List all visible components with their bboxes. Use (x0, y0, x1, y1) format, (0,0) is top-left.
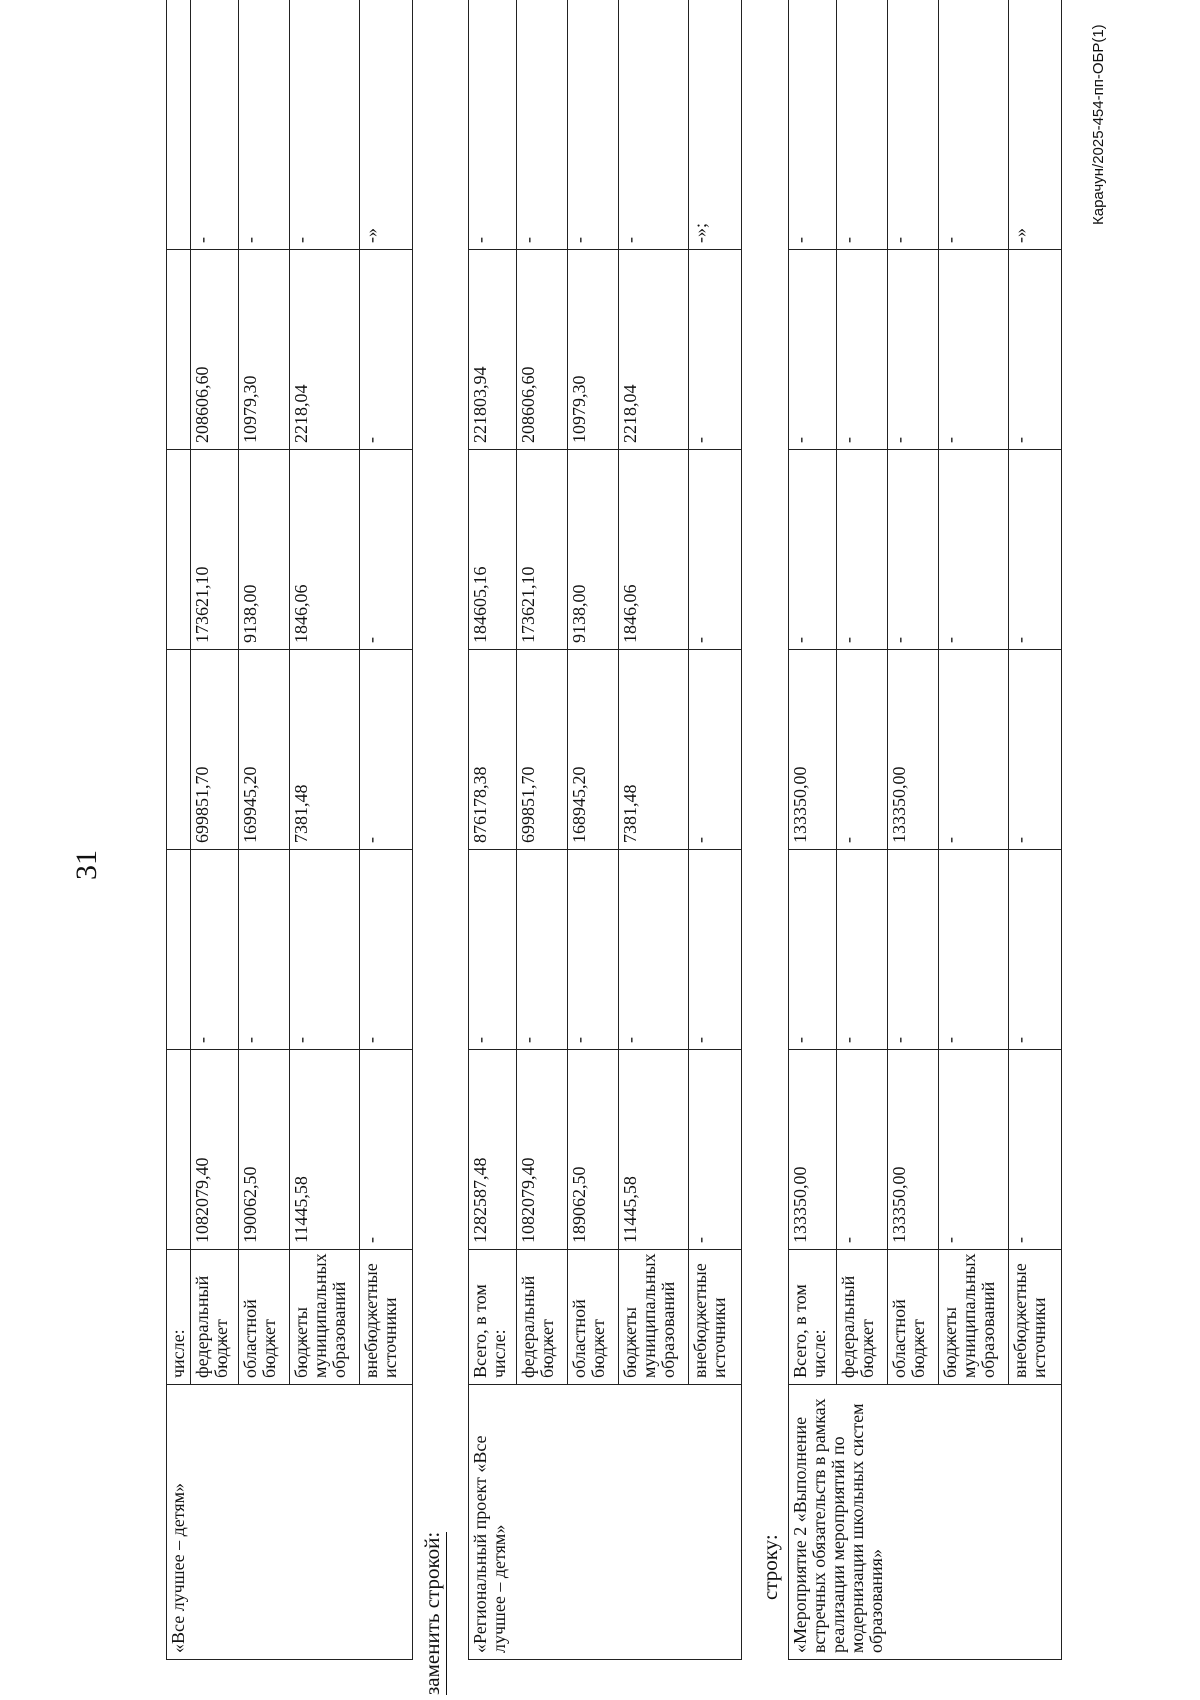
value-cell: - (689, 250, 742, 450)
value-cell: - (360, 1050, 413, 1250)
value-cell: - (888, 250, 939, 450)
value-cell: 169945,20 (239, 650, 290, 850)
value-cell: 173621,10 (191, 450, 239, 650)
value-cell: 133350,00 (888, 1050, 939, 1250)
value-cell: - (939, 1050, 1009, 1250)
value-cell (167, 0, 191, 250)
value-cell: - (888, 450, 939, 650)
value-cell: - (619, 0, 689, 250)
value-cell: 9138,00 (239, 450, 290, 650)
source-cell: внебюджетные источники (360, 1250, 413, 1385)
value-cell: - (789, 0, 837, 250)
value-cell: 876178,38 (469, 650, 517, 850)
source-cell: федеральный бюджет (517, 1250, 568, 1385)
value-cell: - (517, 850, 568, 1050)
value-cell: - (837, 250, 888, 450)
source-cell: областной бюджет (888, 1250, 939, 1385)
value-cell: - (837, 0, 888, 250)
source-cell: бюджеты муниципальных образований (939, 1250, 1009, 1385)
value-cell: -» (360, 0, 413, 250)
value-cell: 133350,00 (888, 650, 939, 850)
value-cell: 11445,58 (290, 1050, 360, 1250)
source-cell: внебюджетные источники (689, 1250, 742, 1385)
value-cell: - (239, 850, 290, 1050)
value-cell: - (888, 850, 939, 1050)
value-cell: 2218,04 (619, 250, 689, 450)
value-cell: - (469, 0, 517, 250)
value-cell: - (1009, 250, 1062, 450)
value-cell: 11445,58 (619, 1050, 689, 1250)
source-cell: числе: (167, 1250, 191, 1385)
value-cell: - (290, 0, 360, 250)
value-cell: 699851,70 (191, 650, 239, 850)
document-code-footer: Карачун/2025-454-пп-ОБР(1) (1090, 24, 1107, 225)
value-cell: - (360, 250, 413, 450)
value-cell: - (1009, 850, 1062, 1050)
value-cell: 1282587,48 (469, 1050, 517, 1250)
value-cell: - (789, 450, 837, 650)
value-cell: - (689, 1050, 742, 1250)
value-cell (167, 650, 191, 850)
value-cell: - (619, 850, 689, 1050)
value-cell: - (837, 850, 888, 1050)
replace-with-row-caption: заменить строкой: (420, 1532, 447, 1695)
source-cell: Всего, в том числе: (789, 1250, 837, 1385)
value-cell: 2218,04 (290, 250, 360, 450)
activity-name-cell: «Мероприятие 2 «Выполнение встречных обязательств в рамках реализации мероприятий по модернизации школьных систем образования» (789, 1385, 1062, 1660)
value-cell (167, 850, 191, 1050)
value-cell: - (789, 850, 837, 1050)
value-cell: - (939, 0, 1009, 250)
value-cell (167, 450, 191, 650)
value-cell: -» (1009, 0, 1062, 250)
source-cell: Всего, в том числе: (469, 1250, 517, 1385)
value-cell: 208606,60 (517, 250, 568, 450)
value-cell: 221803,94 (469, 250, 517, 450)
value-cell: 208606,60 (191, 250, 239, 450)
table-row (469, 0, 517, 1660)
source-cell: областной бюджет (568, 1250, 619, 1385)
table-regional-project (468, 0, 742, 1660)
value-cell: 133350,00 (789, 650, 837, 850)
value-cell: - (191, 0, 239, 250)
value-cell: 1082079,40 (191, 1050, 239, 1250)
value-cell: - (290, 850, 360, 1050)
value-cell: - (689, 450, 742, 650)
value-cell: - (517, 0, 568, 250)
value-cell: - (360, 850, 413, 1050)
source-cell: федеральный бюджет (191, 1250, 239, 1385)
value-cell: 184605,16 (469, 450, 517, 650)
value-cell: 133350,00 (789, 1050, 837, 1250)
value-cell: -»; (689, 0, 742, 250)
value-cell: - (360, 650, 413, 850)
value-cell: - (1009, 650, 1062, 850)
value-cell: - (939, 250, 1009, 450)
row-caption: строку: (758, 1534, 782, 1600)
value-cell: - (469, 850, 517, 1050)
source-cell: бюджеты муниципальных образований (290, 1250, 360, 1385)
project-name-cell: «Все лучшее – детям» (167, 1385, 413, 1660)
value-cell: - (191, 850, 239, 1050)
value-cell: 7381,48 (290, 650, 360, 850)
value-cell: - (888, 0, 939, 250)
page-number: 31 (70, 850, 103, 880)
value-cell: - (837, 1050, 888, 1250)
value-cell: - (689, 850, 742, 1050)
value-cell: - (568, 0, 619, 250)
value-cell: 1082079,40 (517, 1050, 568, 1250)
value-cell: - (689, 650, 742, 850)
value-cell: 189062,50 (568, 1050, 619, 1250)
value-cell (167, 1050, 191, 1250)
source-cell: внебюджетные источники (1009, 1250, 1062, 1385)
value-cell: 9138,00 (568, 450, 619, 650)
source-cell: федеральный бюджет (837, 1250, 888, 1385)
value-cell: 699851,70 (517, 650, 568, 850)
table-activity-2 (788, 0, 1062, 1660)
table-row (789, 0, 837, 1660)
value-cell: - (939, 450, 1009, 650)
value-cell: 10979,30 (568, 250, 619, 450)
value-cell: 10979,30 (239, 250, 290, 450)
value-cell: 168945,20 (568, 650, 619, 850)
value-cell: - (239, 0, 290, 250)
value-cell: 190062,50 (239, 1050, 290, 1250)
value-cell: 173621,10 (517, 450, 568, 650)
value-cell (167, 250, 191, 450)
value-cell: - (837, 450, 888, 650)
value-cell: - (939, 650, 1009, 850)
value-cell: - (939, 850, 1009, 1050)
value-cell: - (1009, 1050, 1062, 1250)
value-cell: 1846,06 (619, 450, 689, 650)
value-cell: - (360, 450, 413, 650)
table-row (167, 0, 191, 1660)
value-cell: 1846,06 (290, 450, 360, 650)
value-cell: - (1009, 450, 1062, 650)
value-cell: 7381,48 (619, 650, 689, 850)
source-cell: бюджеты муниципальных образований (619, 1250, 689, 1385)
project-name-cell: «Региональный проект «Все лучшее – детям» (469, 1385, 742, 1660)
value-cell: - (789, 250, 837, 450)
value-cell: - (837, 650, 888, 850)
value-cell: - (568, 850, 619, 1050)
source-cell: областной бюджет (239, 1250, 290, 1385)
table-all-best-continuation (166, 0, 413, 1660)
